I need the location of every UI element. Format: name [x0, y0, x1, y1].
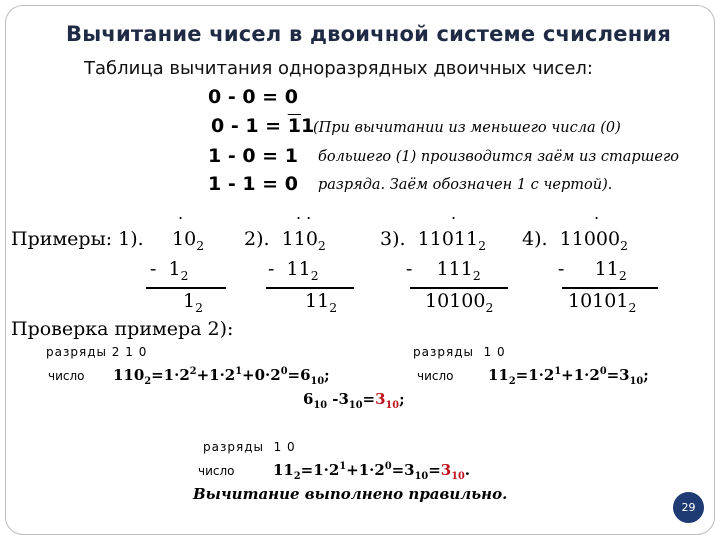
example-2-rule: [266, 287, 354, 289]
rule-rhs: 1: [284, 145, 298, 167]
example-4-result: $10101_2$: [568, 290, 637, 315]
rule-lhs: 0 - 0 =: [208, 86, 285, 108]
example-3-result: $10100_2$: [425, 290, 494, 315]
rule-rhs: 1: [300, 115, 315, 137]
examples-label: Примеры: 1).: [11, 228, 144, 250]
digits-label-right: разряды 1 0: [413, 345, 506, 359]
page-number-badge: 29: [673, 492, 704, 523]
example-2-subtrahend: - $11_2$: [268, 258, 319, 283]
example-1-result: $1_2$: [183, 290, 203, 315]
example-1-rule: [146, 287, 226, 289]
rule-1-1: [208, 173, 298, 195]
borrow-note-line-3: разряда. Заём обозначен 1 с чертой).: [318, 177, 613, 193]
rule-rhs: 0: [284, 86, 298, 108]
check-formula-11: $11_2=1\cdot 2^1+1\cdot 2^0=3_{10}$;: [488, 366, 649, 387]
borrow-dot: . .: [296, 204, 312, 223]
check-difference: $6_{10}$ $-3_{10}=3_{10}$;: [303, 390, 405, 411]
borrow-dot: .: [451, 204, 457, 223]
rule-0-0: [208, 86, 298, 108]
check-formula-110: $110_2=1\cdot 2^2+1\cdot 2^1+0\cdot 2^0=6_{10}$;: [113, 366, 330, 387]
number-label-left: число: [48, 369, 85, 383]
example-1-subtrahend: - $1_2$: [150, 258, 189, 283]
example-3-subtrahend: - $111_2$: [406, 258, 481, 283]
number-label-right: число: [417, 369, 454, 383]
check-label: Проверка примера 2):: [11, 318, 234, 340]
rule-lhs: 0 - 1 =: [211, 115, 288, 137]
example-1-top: $10_2$: [172, 228, 205, 253]
example-4-rule: [562, 287, 658, 289]
rule-rhs: 0: [284, 173, 298, 195]
rule-lhs: 1 - 0 =: [208, 145, 285, 167]
number-label-bottom: число: [198, 464, 235, 478]
rule-lhs: 1 - 1 =: [208, 173, 285, 195]
rule-0-1: [211, 115, 314, 137]
rule-1-0: [208, 145, 298, 167]
borrow-dot: .: [178, 204, 184, 223]
check-formula-result: $11_2=1\cdot 2^1+1\cdot 2^0=3_{10}=3_{10}$.: [273, 461, 471, 482]
rule-borrow-overline: 1: [287, 115, 301, 137]
digits-label-bottom: разряды 1 0: [203, 440, 296, 454]
slide-title: Вычитание чисел в двоичной системе счисления: [66, 22, 672, 46]
conclusion-text: Вычитание выполнено правильно.: [193, 485, 508, 503]
borrow-note-line-2: большего (1) производится заём из старшего: [318, 149, 680, 165]
example-3-top: 3). $11011_2$: [380, 228, 486, 253]
example-4-subtrahend: - $11_2$: [558, 258, 627, 283]
example-2-top: 2). $110_2$: [244, 228, 326, 253]
borrow-note-line-1: (При вычитании из меньшего числа (0): [313, 120, 621, 136]
digits-label-left: разряды 2 1 0: [46, 345, 148, 359]
example-3-rule: [410, 287, 508, 289]
example-4-top: 4). $11000_2$: [522, 228, 628, 253]
table-subtitle: Таблица вычитания одноразрядных двоичных чисел:: [84, 58, 593, 79]
example-2-result: $11_2$: [305, 290, 338, 315]
borrow-dot: .: [594, 204, 600, 223]
